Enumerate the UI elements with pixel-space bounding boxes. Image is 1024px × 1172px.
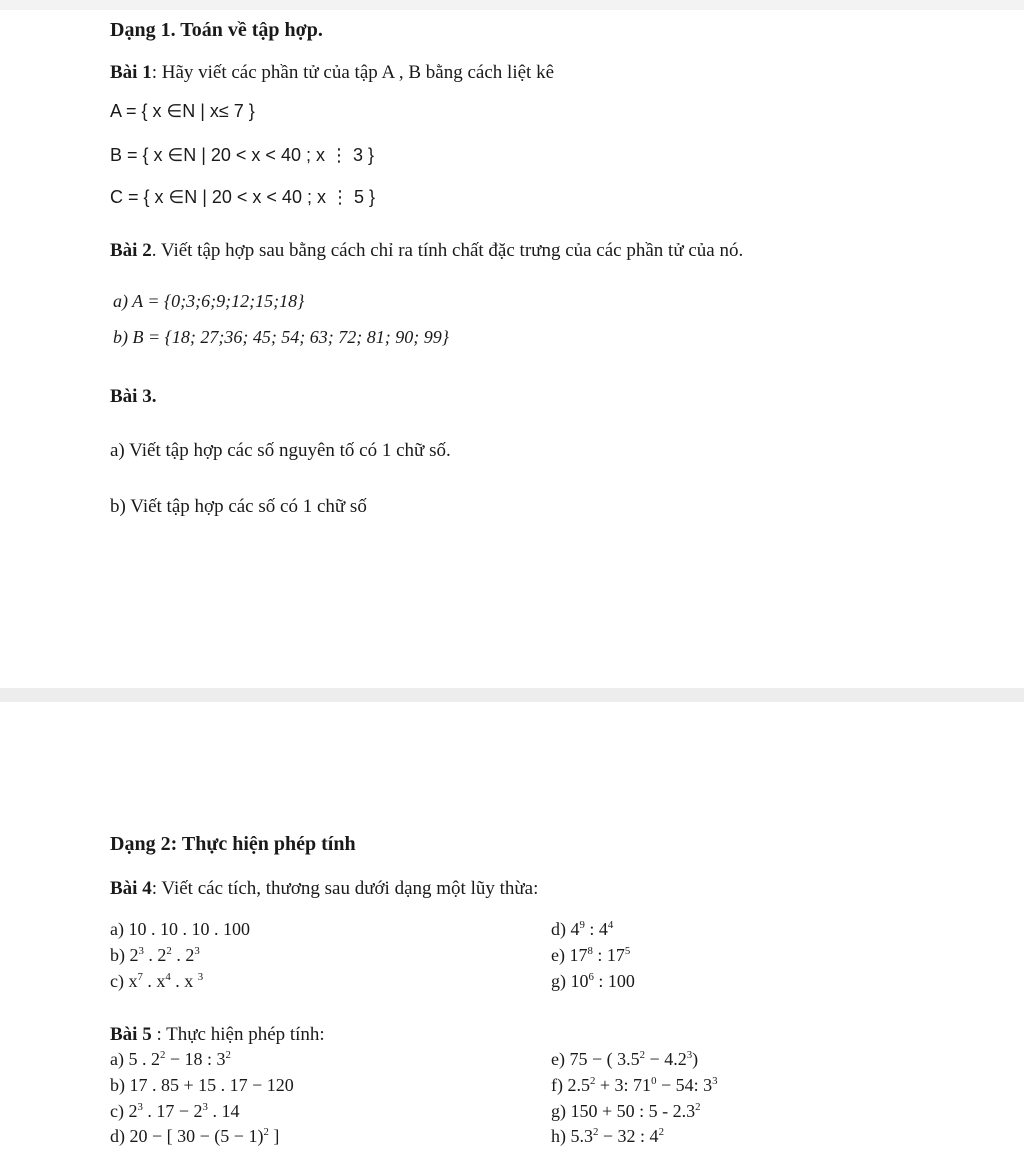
bai3-item-b: b) Viết tập hợp các số có 1 chữ số	[110, 496, 367, 517]
bai5-item-f: f) $2.5^2 + 3$: $71^0 - 54$: $3^3$	[551, 1075, 718, 1095]
bai1-text: : Hãy viết các phần tử của tập A , B bằng cách liệt kê	[151, 62, 554, 83]
bai4-label: Bài 4	[110, 878, 152, 899]
page-separator	[0, 688, 1024, 702]
bai2-text: . Viết tập hợp sau bằng cách chỉ ra tính chất đặc trưng của các phần tử của nó.	[151, 240, 744, 261]
bai5-item-d: d) 20 − [ $30 - (5 - 1)^2$ ]	[110, 1126, 280, 1146]
bai4-item-e: e) $17^8$ : $17^5$	[551, 945, 631, 965]
bai5-text: : Thực hiện phép tính:	[151, 1024, 325, 1045]
bai5-item-h: h) $5.3^2 - 32$ : $4^2$	[551, 1126, 664, 1146]
bai4-item-b: b) $2^3$ . $2^2$ . $2^3$	[110, 945, 200, 965]
bai5-item-g: g) 150 + 50 : $5 - 2.3^2$	[551, 1101, 701, 1121]
bai4-item-d: d) $4^9$ : $4^4$	[551, 919, 614, 939]
set-a: A = { x ∈N | x≤ 7 }	[110, 101, 255, 121]
bai2-item-a: a) A = {0;3;6;9;12;15;18}	[113, 291, 305, 311]
set-c: C = { x ∈N | 20 < x < 40 ; x ⋮ 5 }	[110, 187, 375, 207]
bai4-line	[110, 878, 538, 900]
bai4-item-c: c) $x^7$ . $x^4$ . x $^3$	[110, 971, 204, 991]
page-top-border	[0, 0, 1024, 10]
set-b: B = { x ∈N | 20 < x < 40 ; x ⋮ 3 }	[110, 145, 374, 165]
section-heading-1: Dạng 1. Toán về tập hợp.	[110, 19, 323, 41]
bai1-label: Bài 1	[110, 62, 152, 83]
bai4-item-a: a) 10 . 10 . 10 . 100	[110, 919, 250, 939]
bai4-text: : Viết các tích, thương sau dưới dạng một lũy thừa:	[151, 878, 539, 899]
bai5-item-e: e) 75 − ( $3.5^2 - 4.2^3$)	[551, 1049, 699, 1069]
bai5-item-c: c) $2^3$ . $17 - 2^3$ . 14	[110, 1101, 240, 1121]
bai3-item-a: a) Viết tập hợp các số nguyên tố có 1 chữ số.	[110, 440, 451, 461]
bai5-item-b: b) 17 . 85 + 15 . 17 − 120	[110, 1075, 294, 1095]
bai2-item-b: b) B = {18; 27;36; 45; 54; 63; 72; 81; 90; 99}	[113, 327, 449, 347]
bai5-label: Bài 5	[110, 1024, 152, 1045]
bai4-item-g: g) $10^6$ : 100	[551, 971, 635, 991]
bai5-item-a: a) 5 . $2^2 - 18$ : $3^2$	[110, 1049, 231, 1069]
bai2-label: Bài 2	[110, 240, 152, 261]
bai2-line	[110, 240, 743, 262]
bai5-line	[110, 1024, 325, 1046]
bai3-label: Bài 3.	[110, 386, 157, 407]
section-heading-2: Dạng 2: Thực hiện phép tính	[110, 833, 356, 855]
bai1-line	[110, 62, 554, 84]
